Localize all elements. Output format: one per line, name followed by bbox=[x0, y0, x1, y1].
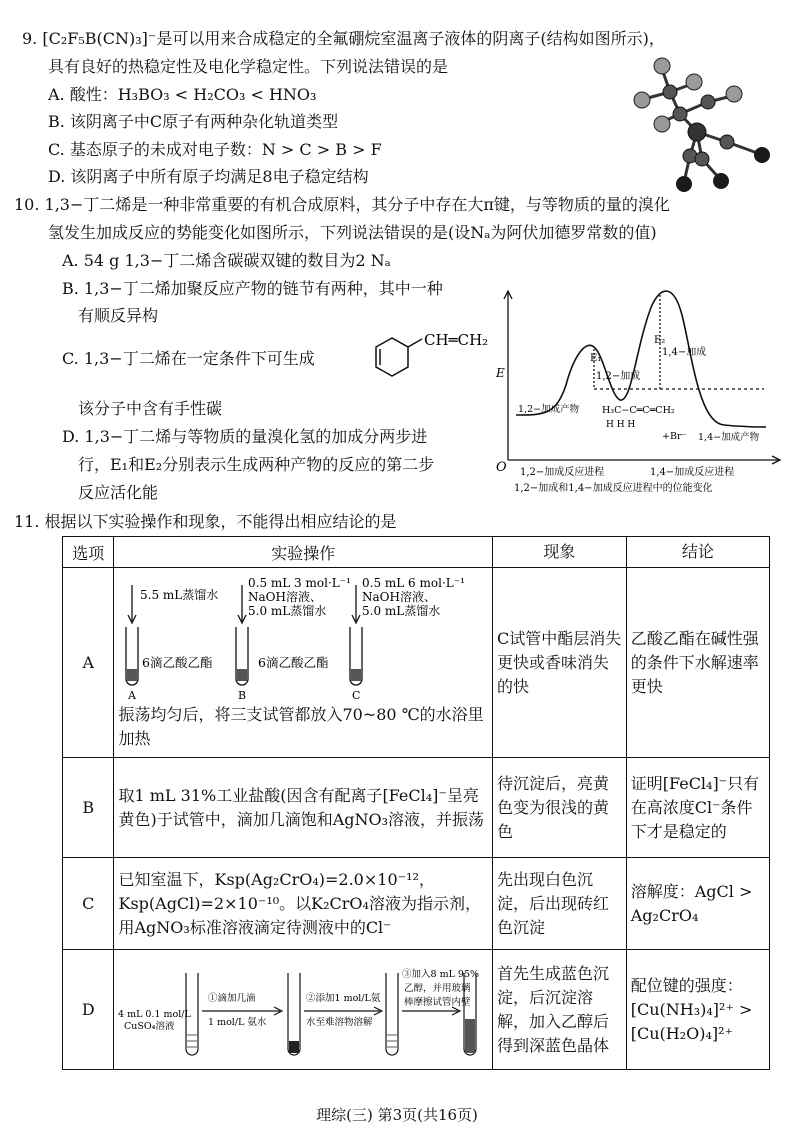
q9-line2: 具有良好的热稳定性及电化学稳定性。下列说法错误的是 bbox=[48, 57, 449, 76]
q10-option-b-line1: B. 1,3−丁二烯加聚反应产物的链节有两种，其中一种 bbox=[62, 279, 443, 298]
energy-caption: 1,2−加成和1,4−加成反应进程中的位能变化 bbox=[514, 483, 713, 494]
row-b-phenomenon: 待沉淀后，亮黄色变为很浅的黄色 bbox=[493, 758, 627, 858]
row-a-operation bbox=[114, 568, 493, 758]
tube-c-label: C bbox=[352, 688, 361, 702]
q10-option-c-line1: C. 1,3−丁二烯在一定条件下可生成 bbox=[62, 349, 315, 368]
row-c-option: C bbox=[63, 858, 114, 950]
q10-option-c-line2: 该分子中含有手性碳 bbox=[78, 399, 223, 418]
row-b-conclusion: 证明[FeCl₄]⁻只有在高浓度Cl⁻条件下才是稳定的 bbox=[626, 758, 769, 858]
molecule-structure-figure bbox=[622, 44, 782, 194]
tube-b-reagent-1: 0.5 mL 3 mol·L⁻¹ bbox=[248, 575, 352, 590]
vinylcyclohexene-structure bbox=[356, 331, 506, 391]
energy-diagram bbox=[494, 285, 786, 497]
row-c-phenomenon: 先出现白色沉淀，后出现砖红色沉淀 bbox=[493, 858, 627, 950]
row-a-tubes-figure bbox=[118, 575, 480, 703]
cuso4-amount: 4 mL 0.1 mol/L bbox=[118, 1008, 192, 1020]
q9-line1: 9. [C₂F₅B(CN)₃]⁻是可以用来合成稳定的全氟硼烷室温离子液体的阴离子(结构如图所示)， bbox=[22, 29, 665, 48]
q9-option-a: A. 酸性：H₃BO₃ < H₂CO₃ < HNO₃ bbox=[48, 85, 317, 104]
tube-a-drops: 6滴乙酸乙酯 bbox=[142, 654, 213, 670]
header-conclusion: 结论 bbox=[626, 537, 769, 568]
q10-option-d-line3: 反应活化能 bbox=[78, 483, 159, 502]
tube-c-reagent-2: NaOH溶液、 bbox=[362, 589, 437, 604]
tube-b-label: B bbox=[238, 688, 247, 702]
header-option: 选项 bbox=[63, 537, 114, 568]
step3-line2: 乙醇，并用玻璃 bbox=[404, 982, 471, 994]
row-d-conclusion: 配位键的强度：[Cu(NH₃)₄]²⁺ > [Cu(H₂O)₄]²⁺ bbox=[626, 950, 769, 1070]
e2-label: E₂ bbox=[654, 335, 666, 346]
q10-option-d-line2: 行，E₁和E₂分别表示生成两种产物的反应的第二步 bbox=[78, 455, 435, 474]
row-b-option: B bbox=[63, 758, 114, 858]
q10-option-d-line1: D. 1,3−丁二烯与等物质的量溴化氢的加成分两步进 bbox=[62, 427, 428, 446]
tube-c-reagent-1: 0.5 mL 6 mol·L⁻¹ bbox=[362, 575, 466, 590]
prod14-label: 1,4−加成产物 bbox=[698, 432, 760, 443]
row-a-option: A bbox=[63, 568, 114, 758]
q10-option-b-line2: 有顺反异构 bbox=[78, 306, 159, 325]
intermediate-label: H₃C−C═C═CH₂ bbox=[602, 405, 675, 416]
cuso4-solution: CuSO₄溶液 bbox=[124, 1020, 175, 1032]
experiment-table bbox=[62, 536, 770, 1070]
q10-line1: 10. 1,3−丁二烯是一种非常重要的有机合成原料，其分子中存在大π键，与等物质的量的溴化 bbox=[14, 195, 670, 214]
row-c-conclusion: 溶解度：AgCl > Ag₂CrO₄ bbox=[626, 858, 769, 950]
add12-label: 1,2−加成 bbox=[596, 371, 641, 382]
row-a-operation-text: 振荡均匀后，将三支试管都放入70~80 ℃的水浴里加热 bbox=[118, 704, 484, 748]
table-row-a bbox=[63, 568, 770, 758]
step2-line2: 水至难溶物溶解 bbox=[306, 1016, 373, 1028]
q10-line2: 氢发生加成反应的势能变化如图所示，下列说法错误的是(设Nₐ为阿伏加德罗常数的值) bbox=[48, 223, 657, 242]
x-right-label: 1,4−加成反应进程 bbox=[650, 467, 735, 478]
row-c-operation: 已知室温下，Ksp(Ag₂CrO₄)=2.0×10⁻¹²，Ksp(AgCl)=2×10⁻¹⁰。以K₂CrO₄溶液为指示剂，用AgNO₃标准溶液滴定待测液中的Cl⁻ bbox=[114, 858, 493, 950]
table-row-b bbox=[63, 758, 770, 858]
q9-option-c: C. 基态原子的未成对电子数：N > C > B > F bbox=[48, 140, 382, 159]
tube-b-reagent-3: 5.0 mL蒸馏水 bbox=[248, 603, 327, 618]
q9-option-b: B. 该阴离子中C原子有两种杂化轨道类型 bbox=[48, 112, 339, 131]
step1-line1: ①滴加几滴 bbox=[208, 992, 256, 1004]
step2-line1: ②添加1 mol/L氨 bbox=[306, 992, 381, 1004]
vinyl-group-label: CH═CH₂ bbox=[424, 331, 489, 349]
tube-c-reagent-3: 5.0 mL蒸馏水 bbox=[362, 603, 441, 618]
row-d-operation bbox=[114, 950, 493, 1070]
table-header-row bbox=[63, 537, 770, 568]
tube-a-label: A bbox=[128, 688, 137, 702]
intermediate-h-label: H H H bbox=[606, 420, 636, 430]
tube-b-reagent-2: NaOH溶液、 bbox=[248, 589, 323, 604]
header-phenomenon: 现象 bbox=[493, 537, 627, 568]
energy-axis-label: E bbox=[496, 366, 505, 380]
row-d-tubes-figure bbox=[118, 955, 480, 1065]
tube-b-drops: 6滴乙酸乙酯 bbox=[258, 654, 329, 670]
header-operation: 实验操作 bbox=[114, 537, 493, 568]
step1-line2: 1 mol/L 氨水 bbox=[208, 1016, 267, 1028]
table-row-c bbox=[63, 858, 770, 950]
x-left-label: 1,2−加成反应进程 bbox=[520, 467, 605, 478]
prod12-label: 1,2−加成产物 bbox=[518, 404, 580, 415]
tube-a-reagent: 5.5 mL蒸馏水 bbox=[140, 587, 219, 602]
e1-label: E₁ bbox=[590, 353, 602, 364]
step3-line3: 棒摩擦试管内壁 bbox=[404, 996, 471, 1008]
row-a-conclusion: 乙酸乙酯在碱性强的条件下水解速率更快 bbox=[626, 568, 769, 758]
add14-label: 1,4−加成 bbox=[662, 347, 707, 358]
q9-option-d: D. 该阴离子中所有原子均满足8电子稳定结构 bbox=[48, 167, 369, 186]
bromide-label: +Br⁻ bbox=[662, 431, 687, 442]
row-b-operation: 取1 mL 31%工业盐酸(因含有配离子[FeCl₄]⁻呈亮黄色)于试管中，滴加几滴饱和AgNO₃溶液，并振荡 bbox=[114, 758, 493, 858]
q11-title: 11. 根据以下实验操作和现象，不能得出相应结论的是 bbox=[14, 512, 397, 531]
table-row-d bbox=[63, 950, 770, 1070]
step3-line1: ③加入8 mL 95% bbox=[402, 968, 480, 980]
origin-label: O bbox=[496, 460, 507, 475]
row-d-phenomenon: 首先生成蓝色沉淀，后沉淀溶解，加入乙醇后得到深蓝色晶体 bbox=[493, 950, 627, 1070]
q10-option-a: A. 54 g 1,3−丁二烯含碳碳双键的数目为2 Nₐ bbox=[62, 251, 391, 270]
page-footer: 理综(三) 第3页(共16页) bbox=[316, 1106, 478, 1124]
row-d-option: D bbox=[63, 950, 114, 1070]
row-a-phenomenon: C试管中酯层消失更快或香味消失的快 bbox=[493, 568, 627, 758]
